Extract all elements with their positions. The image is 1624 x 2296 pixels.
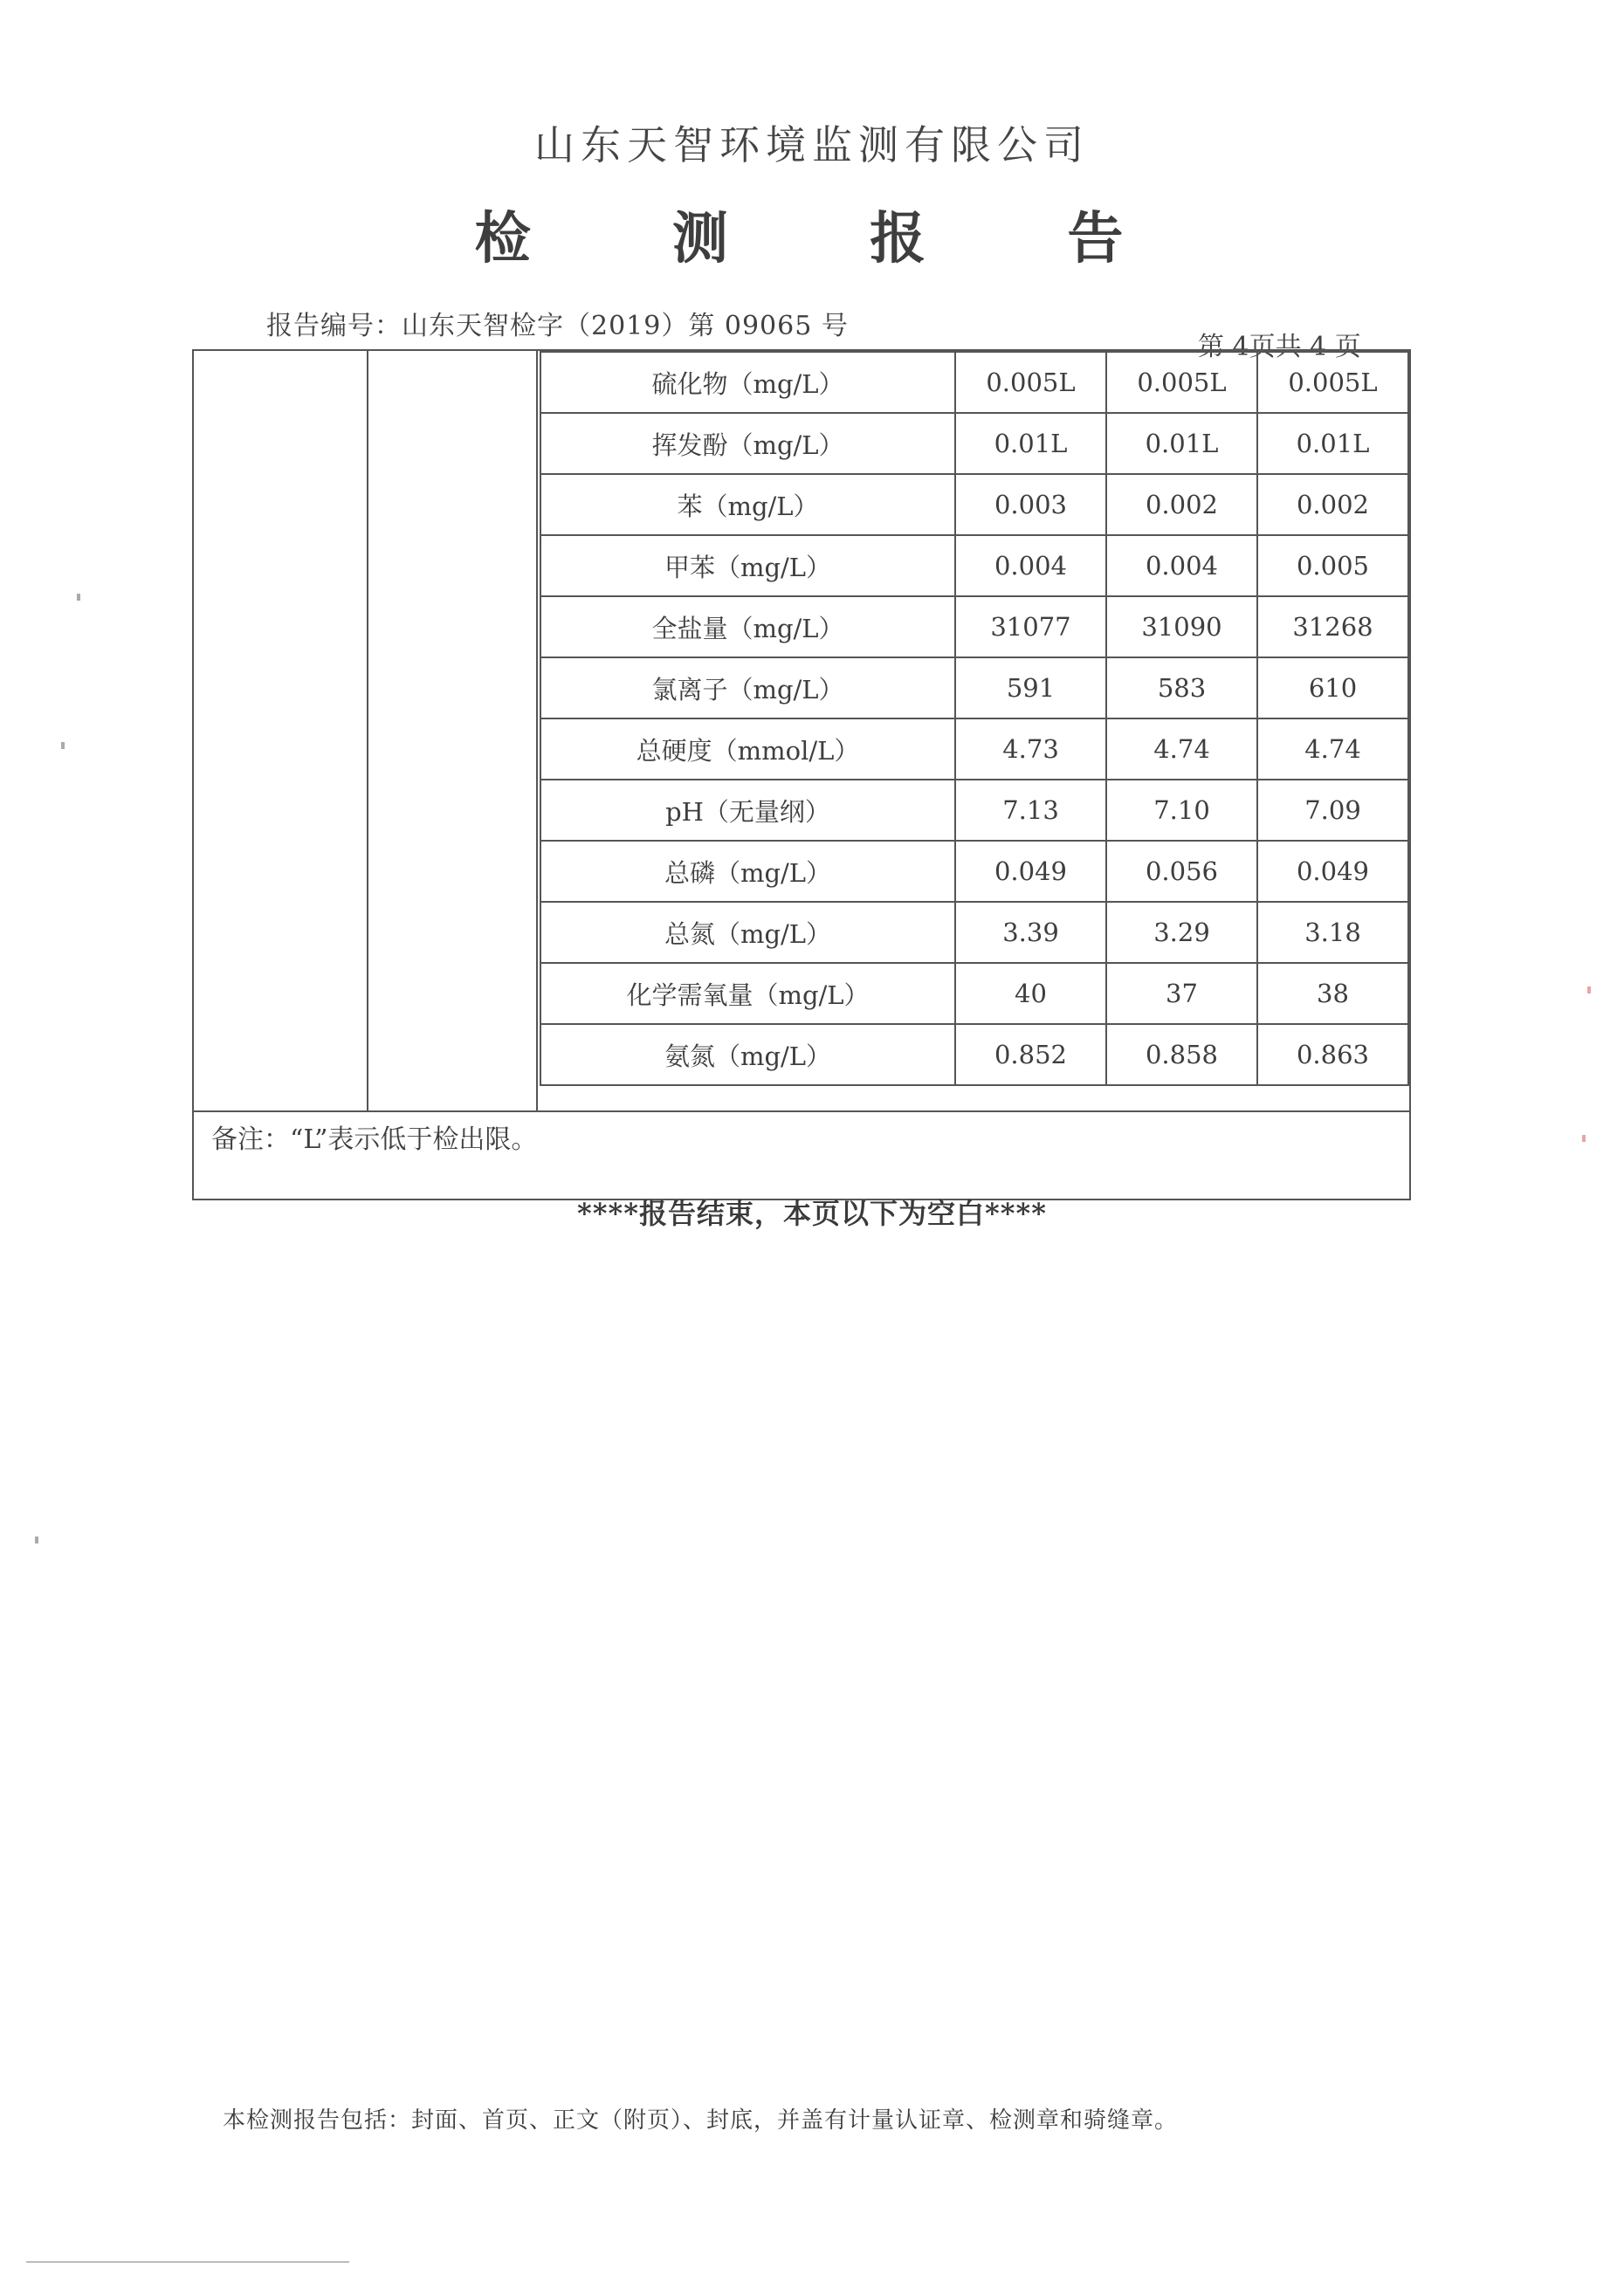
result-cell-2: 0.002 [1106,474,1257,535]
table-row [540,657,1408,718]
result-cell-2: 583 [1106,657,1257,718]
result-cell-2: 31090 [1106,596,1257,657]
remark-text: 备注：“L”表示低于检出限。 [211,1124,538,1155]
scan-mark [61,742,65,749]
scan-mark [77,594,80,601]
result-cell-3: 3.18 [1257,902,1408,963]
test-item-cell: 全盐量（mg/L） [540,596,955,657]
result-cell-1: 0.005L [955,352,1106,413]
test-item-cell: pH（无量纲） [540,780,955,841]
result-cell-1: 3.39 [955,902,1106,963]
result-cell-3: 7.09 [1257,780,1408,841]
test-item-cell: 苯（mg/L） [540,474,955,535]
end-of-report-note: ****报告结束，本页以下为空白**** [577,1197,1047,1230]
test-item-cell: 总氮（mg/L） [540,902,955,963]
scan-mark [35,1536,38,1543]
result-cell-2: 0.004 [1106,535,1257,596]
result-cell-1: 0.852 [955,1024,1106,1085]
footer-note: 本检测报告包括：封面、首页、正文（附页）、封底，并盖有计量认证章、检测章和骑缝章。 [223,2107,1179,2134]
result-cell-3: 0.863 [1257,1024,1408,1085]
result-cell-3: 0.049 [1257,841,1408,902]
result-cell-1: 0.004 [955,535,1106,596]
result-cell-2: 0.858 [1106,1024,1257,1085]
test-item-cell: 总磷（mg/L） [540,841,955,902]
table-row [540,535,1408,596]
table-row [540,963,1408,1024]
report-title: 检 测 报 告 [474,206,1185,272]
bottom-rule [26,2261,349,2263]
result-cell-3: 4.74 [1257,718,1408,780]
page-info: 第 4页共 4 页 [1198,332,1361,362]
result-cell-2: 0.056 [1106,841,1257,902]
result-cell-1: 40 [955,963,1106,1024]
table-row [540,1024,1408,1085]
result-cell-3: 610 [1257,657,1408,718]
result-cell-1: 31077 [955,596,1106,657]
report-number: 报告编号：山东天智检字（2019）第 09065 号 [266,311,849,341]
remark-divider [194,1110,1409,1112]
result-cell-2: 3.29 [1106,902,1257,963]
result-cell-1: 0.049 [955,841,1106,902]
company-name: 山东天智环境监测有限公司 [534,121,1090,168]
test-item-cell: 化学需氧量（mg/L） [540,963,955,1024]
result-cell-3: 0.005 [1257,535,1408,596]
result-cell-2: 0.005L [1106,352,1257,413]
results-table-frame [192,349,1411,1200]
test-item-cell: 甲苯（mg/L） [540,535,955,596]
result-cell-1: 591 [955,657,1106,718]
scan-mark [1587,986,1591,993]
table-row [540,841,1408,902]
result-cell-1: 0.01L [955,413,1106,474]
test-item-cell: 总硬度（mmol/L） [540,718,955,780]
result-cell-3: 38 [1257,963,1408,1024]
table-row [540,902,1408,963]
result-cell-2: 4.74 [1106,718,1257,780]
result-cell-2: 37 [1106,963,1257,1024]
table-row [540,718,1408,780]
test-item-cell: 氨氮（mg/L） [540,1024,955,1085]
table-row [540,596,1408,657]
table-row [540,413,1408,474]
table-row [540,780,1408,841]
column-divider [536,351,538,1110]
result-cell-3: 0.005L [1257,352,1408,413]
test-item-cell: 氯离子（mg/L） [540,657,955,718]
test-item-cell: 挥发酚（mg/L） [540,413,955,474]
result-cell-3: 0.002 [1257,474,1408,535]
test-item-cell: 硫化物（mg/L） [540,352,955,413]
table-row [540,474,1408,535]
result-cell-2: 0.01L [1106,413,1257,474]
result-cell-2: 7.10 [1106,780,1257,841]
result-cell-1: 4.73 [955,718,1106,780]
table-row [540,352,1408,413]
results-table [540,351,1409,1086]
result-cell-3: 31268 [1257,596,1408,657]
column-divider [367,351,368,1110]
result-cell-1: 0.003 [955,474,1106,535]
result-cell-1: 7.13 [955,780,1106,841]
scan-mark [1582,1135,1586,1142]
result-cell-3: 0.01L [1257,413,1408,474]
